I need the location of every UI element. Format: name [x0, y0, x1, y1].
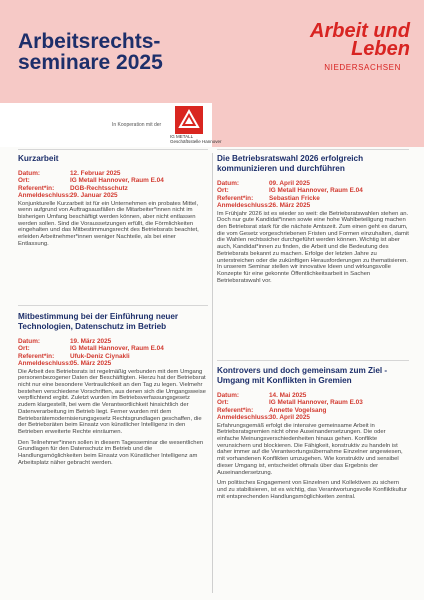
seminar-title: Die Betriebsratswahl 2026 erfolgreich kommunizieren und durchführen	[217, 154, 364, 173]
label-speaker: Referent*in:	[217, 194, 254, 202]
seminar-description	[217, 211, 409, 285]
seminar-konflikte	[217, 366, 409, 504]
seminar-deadline: 26. März 2025	[269, 202, 311, 210]
seminar-speaker: Ufuk-Deniz Ciynakli	[70, 352, 130, 360]
seminar-title: Mitbestimmung bei der Einführung neuer Technologien, Datenschutz im Betrieb	[18, 312, 179, 331]
label-speaker: Referent*in:	[217, 406, 254, 414]
seminar-date: 12. Februar 2025	[70, 170, 121, 177]
section-divider	[18, 149, 208, 150]
arbeit-und-leben-logo	[310, 22, 410, 58]
label-deadline: Anmeldeschluss:	[217, 414, 270, 422]
seminar-title: Kurzarbeit	[18, 154, 59, 163]
brand-line-2: Leben	[351, 38, 410, 60]
label-deadline: Anmeldeschluss:	[217, 202, 270, 210]
label-place: Ort:	[217, 187, 229, 195]
paragraph: Erfahrungsgemäß erfolgt die intensive gemeinsame Arbeit in Betriebsratsgremien nicht ohne Auseinandersetzungen. Die oder einfache Meinungsverschiedenheiten hinaus gehen. Konflikte verunsichern und blockieren. Die Fähigkeit, konstruktiv zu handeln ist daher immer auf die Verantwortungsübernahme Einzelner angewiesen, mit vorhandenen Konflikten umzugehen. Wie konstruktiv und sensibel dieser Umgang ist, entscheidet oftmals über das Ergebnis der Auseinandersetzung.	[217, 422, 403, 476]
seminar-meta	[217, 392, 409, 422]
paragraph: Konjunkturelle Kurzarbeit ist für ein Unternehmen ein probates Mittel, wenn aufgrund von Auftragsausfällen die Mitarbeiter*innen nicht im bisherigen Umfang beschäftigt werden können, aber nicht entlassen werden sollen. Sind die Voraussetzungen erfüllt, die Förmlichkeiten eingehalten und das Mitbestimmungsrecht des Betriebsrats beachtet, erleiden Arbeitnehmer*innen weniger Nachteile, als bei einer Entlassung.	[18, 200, 199, 247]
section-divider	[217, 149, 409, 150]
seminar-betriebsratswahl	[217, 154, 409, 288]
seminar-mitbestimmung	[18, 312, 208, 470]
seminar-description	[18, 201, 208, 248]
label-place: Ort:	[18, 177, 30, 185]
seminar-meta	[18, 338, 208, 368]
seminar-speaker: Sebastian Fricke	[269, 194, 320, 202]
seminar-date: 14. Mai 2025	[269, 392, 307, 399]
label-date: Datum:	[217, 180, 240, 187]
section-divider	[217, 360, 409, 361]
label-speaker: Referent*in:	[18, 184, 55, 192]
brand-region: NIEDERSACHSEN	[324, 63, 401, 72]
label-date: Datum:	[18, 338, 41, 345]
seminar-speaker: Annette Vogelsang	[269, 406, 327, 414]
seminar-kurzarbeit	[18, 154, 208, 252]
cooperation-text: In Kooperation mit der	[112, 122, 162, 128]
paragraph: Den Teilnehmer*innen sollen in diesem Tagesseminar die wesentlichen Grundlagen für den Datenschutz im Betrieb und die Handlungsmöglichkeiten beim Einsatz von Künstlicher Intelligenz am Arbeitsplatz näher gebracht werden.	[18, 439, 204, 466]
label-deadline: Anmeldeschluss:	[18, 360, 71, 368]
label-deadline: Anmeldeschluss:	[18, 192, 71, 200]
ig-metall-logo	[175, 106, 203, 134]
seminar-description	[217, 423, 409, 501]
section-divider	[18, 305, 208, 306]
seminar-date: 19. März 2025	[70, 338, 112, 345]
seminar-place: IG Metall Hannover, Raum E.04	[70, 177, 164, 185]
label-place: Ort:	[217, 399, 229, 407]
seminar-place: IG Metall Hannover, Raum E.04	[70, 345, 164, 353]
seminar-place: IG Metall Hannover, Raum E.04	[269, 187, 363, 195]
seminar-deadline: 05. März 2025	[70, 360, 112, 368]
paragraph: Die Arbeit des Betriebsrats ist regelmäßig verbunden mit dem Umgang personenbezogener Daten der Beschäftigten. Hierzu hat der Betriebsrat nicht nur eine besondere Vertraulichkeit an den Tag zu legen. Vielmehr bestehen verschiedene Vorschriften, aus denen sich die Umgangsweise verpflichtend ergibt. Zuletzt wurden im Betriebsverfassungsgesetz zudem klargestellt, bei wem die Verantwortlichkeit hinsichtlich der Datenverarbeitung im Betrieb liegt. Ferner wurden mit dem Betriebsrätemodernisierungsgesetz Rechtsgrundlagen geschaffen, die der Betriebsräten beim Einsatz von künstlicher Intelligenz in den Betrieben erweiterte Rechte einräumen.	[18, 368, 206, 435]
seminar-place: IG Metall Hannover, Raum E.03	[269, 399, 363, 407]
paragraph: Um politisches Engagement von Einzelnen und Kollektiven zu sichern und zu stabilisieren, ist es wichtig, das Verantwortungsvolle Konfliktkultur mit entsprechenden Handlungsmöglichkeiten zentral.	[217, 480, 407, 500]
page-title: Arbeitsrechts- seminare 2025	[18, 30, 163, 74]
partner-office: Geschäftsstelle Hannover	[170, 139, 222, 144]
ig-metall-logo-icon	[175, 106, 203, 134]
brand-line-1: Arbeit und	[310, 20, 410, 42]
seminar-meta	[217, 180, 409, 210]
partner-name	[170, 134, 222, 144]
seminar-deadline: 30. April 2025	[269, 414, 310, 422]
label-speaker: Referent*in:	[18, 352, 55, 360]
column-divider	[212, 153, 213, 593]
seminar-date: 09. April 2025	[269, 180, 310, 187]
label-place: Ort:	[18, 345, 30, 353]
partner-logo-text: IG METALL	[170, 134, 194, 139]
seminar-title: Kontrovers und doch gemeinsam zum Ziel - Umgang mit Konflikten in Gremien	[217, 366, 388, 385]
label-date: Datum:	[18, 170, 41, 177]
seminar-speaker: DGB-Rechtsschutz	[70, 184, 128, 192]
label-date: Datum:	[217, 392, 240, 399]
seminar-meta	[18, 170, 208, 200]
paragraph: Im Frühjahr 2026 ist es wieder so weit: die Betriebsratswahlen stehen an. Doch nur gute Kandidat*innen sowie eine hohe Wahlbeteiligung machen den Betriebsrat stark für die nächste Amtszeit. Zum einen geht es darum, die vom Gesetz vorgeschriebenen Fristen und Formen einzuhalten, damit die Wahlen rechtssicher durchgeführt werden können. Wichtig ist aber auch, Kandidat*innen zu finden, die Arbeit und die Bedeutung des Betriebsrats bekannt zu machen. Erfolge der letzten Jahre zu unterstreichen oder die zukünftigen Herausforderungen zu thematisieren. In unserem Seminar stellen wir innovative Ideen und wirkungsvolle Konzepte für eine gekonnte Öffentlichkeitsarbeit in Sachen Betriebsratswahl vor.	[217, 210, 409, 284]
seminar-deadline: 29. Januar 2025	[70, 192, 118, 200]
seminar-description	[18, 369, 208, 467]
